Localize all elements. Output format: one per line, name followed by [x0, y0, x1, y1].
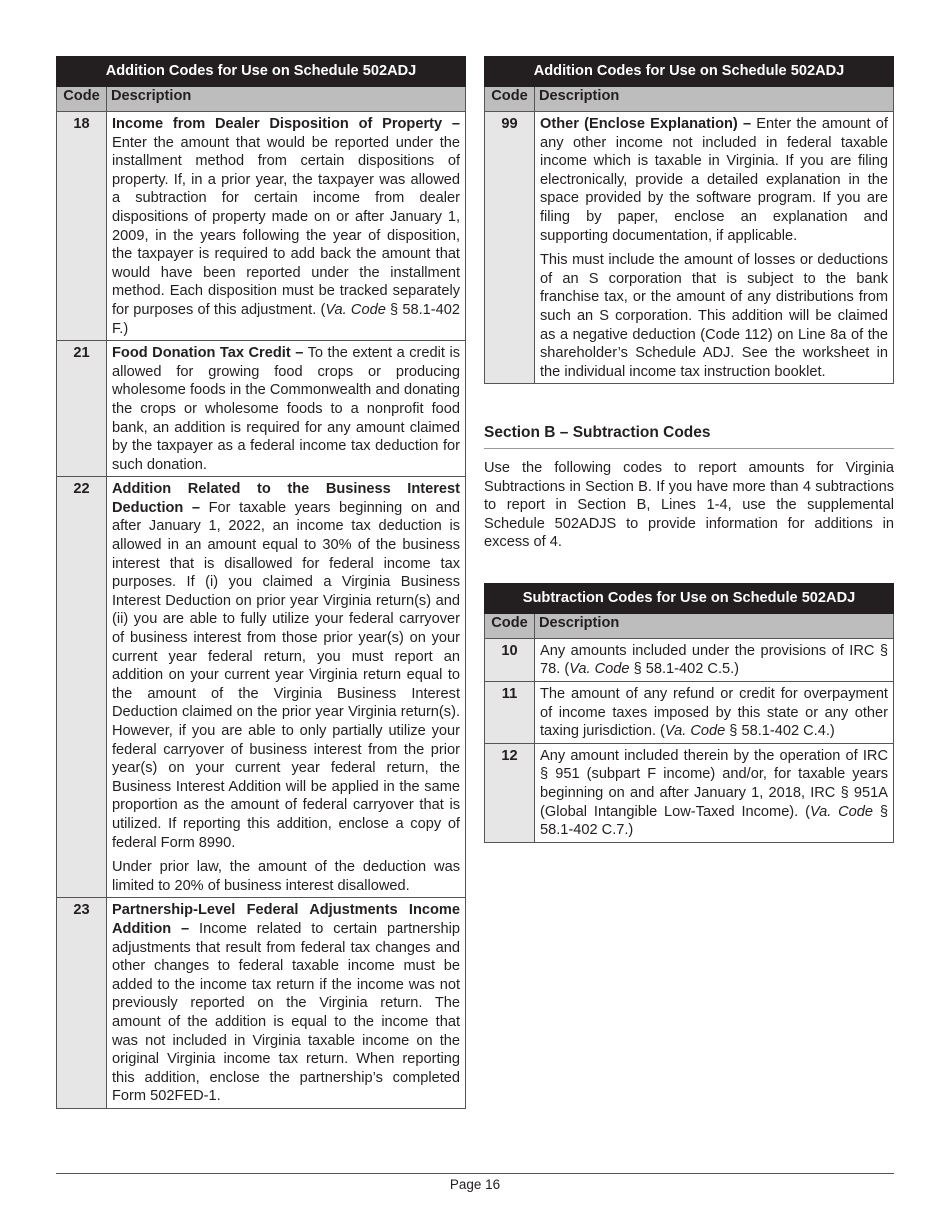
row-body: For taxable years beginning on and after January 1, 2022, an income tax deduction is allowed in an amount equal to 30% of the business interest that is disallowed for federal income tax purposes. If (i) you claimed a Virginia Business Interest Deduction on prior year Virginia return(s) and (ii) you are able to fully utilize your federal carryover of business interest from those prior year(s) on your current year federal return, you must report an addition on your current year Virginia return equal to the amount of the Virginia Business Interest Deduction claimed on the prior year Virginia return(s). However, if you are able to only partially utilize your federal carryover of business interest from the prior year(s) on your current year federal return, the Business Interest Addition will be applied in the same proportion as the amount of federal carryover that is utilized. If reporting this addition, enclose a copy of federal Form 8990. — [112, 499, 460, 851]
citation-ref: § 58.1-402 C.4.) — [725, 723, 835, 740]
table-row — [485, 682, 894, 744]
column-header-code: Code — [485, 613, 535, 638]
section-paragraph: Use the following codes to report amounts for Virginia Subtractions in Section B. If you have more than 4 subtractions to report in Section B, Lines 1-4, use the supplemental Schedule 502ADJS to provide information for additions in excess of 4. — [484, 459, 894, 551]
table-row — [57, 341, 466, 477]
code-cell: 99 — [485, 112, 535, 384]
row-body: Income related to certain partnership adjustments that result from federal tax changes and other changes to federal taxable income must be added to the income tax return if the income was not previously reported on the Virginia return. The amount of the addition is equal to the income that was not included in Virginia taxable income on the original Virginia income tax return. When reporting this addition, enclose the partnership’s completed Form 502FED-1. — [112, 920, 460, 1105]
table-title: Addition Codes for Use on Schedule 502ADJ — [57, 57, 466, 87]
citation: Va. Code — [325, 301, 386, 318]
table-row — [485, 112, 894, 384]
description-cell — [535, 638, 894, 681]
table-row — [57, 898, 466, 1109]
row-body-2: This must include the amount of losses or deductions of an S corporation that is subject to the bank franchise tax, or the amount of any distributions from such an S corporation. This addition will be claimed as a negative deduction (Code 112) on Line 8a of the shareholder’s Schedule ADJ. See the worksheet in the individual income tax instruction booklet. — [540, 252, 888, 380]
description-cell — [535, 112, 894, 384]
description-cell — [107, 341, 466, 477]
addition-codes-table — [56, 56, 466, 1109]
code-cell: 23 — [57, 898, 107, 1109]
description-cell — [107, 898, 466, 1109]
right-column — [484, 56, 894, 843]
row-body-2: Under prior law, the amount of the deduction was limited to 20% of business interest disallowed. — [112, 859, 460, 894]
row-body: Enter the amount of any other income not included in federal taxable income which is taxable in Virginia. If you are filing electronically, provide a detailed explanation in the space provided by the software program. If you are filing by paper, enclose an explanation and supporting documentation, if applicable. — [540, 116, 888, 244]
column-header-code: Code — [485, 87, 535, 112]
code-cell: 22 — [57, 477, 107, 898]
citation: Va. Code — [569, 661, 630, 678]
column-header-code: Code — [57, 87, 107, 112]
subtraction-codes-table — [484, 583, 894, 843]
code-cell: 12 — [485, 743, 535, 842]
section-heading: Section B – Subtraction Codes — [484, 424, 894, 449]
table-row — [57, 477, 466, 898]
code-cell: 21 — [57, 341, 107, 477]
left-column — [56, 56, 466, 1109]
description-cell — [535, 682, 894, 744]
row-body: To the extent a credit is allowed for growing food crops or producing wholesome foods in the Commonwealth and donating the crops or wholesome foods to a nonprofit food bank, an addition is required for any amount claimed by the taxpayer as a federal income tax deduction for such donation. — [112, 345, 460, 473]
addition-codes-table-continued — [484, 56, 894, 384]
description-cell — [107, 477, 466, 898]
row-body: Any amount included therein by the operation of IRC § 951 (subpart F income) and/or, for taxable years beginning on and after January 1, 2018, IRC § 951A (Global Intangible Low-Taxed Income). ( — [540, 747, 888, 820]
row-body: Enter the amount that would be reported under the installment method from certain dispositions of property. If, in a prior year, the taxpayer was allowed a subtraction for certain income from dealer dispositions of property made on or after January 1, 2009, in the years following the year of disposition, the taxpayer is required to add back the amount that would have been reported under the installment method. Each disposition must be tracked separately for purposes of this adjustment. ( — [112, 134, 460, 318]
row-title: Addition Related to the Business Interest Deduction – — [112, 481, 460, 516]
code-cell: 10 — [485, 638, 535, 681]
code-cell: 11 — [485, 682, 535, 744]
row-title: Other (Enclose Explanation) – — [540, 116, 752, 132]
footer-divider — [56, 1173, 894, 1174]
column-header-description: Description — [535, 87, 894, 112]
citation-ref: § 58.1-402 C.7.) — [540, 803, 889, 839]
table-row — [57, 112, 466, 341]
citation: Va. Code — [664, 723, 726, 740]
row-title: Income from Dealer Disposition of Property – — [112, 116, 460, 132]
row-body: The amount of any refund or credit for overpayment of income taxes imposed by this state or any other taxing jurisdiction. ( — [540, 686, 888, 740]
table-row — [485, 638, 894, 681]
table-title: Addition Codes for Use on Schedule 502ADJ — [485, 57, 894, 87]
citation-ref: § 58.1-402 F.) — [112, 301, 460, 337]
page-number: Page 16 — [449, 1177, 501, 1192]
citation: Va. Code — [809, 803, 874, 820]
code-cell: 18 — [57, 112, 107, 341]
description-cell — [535, 743, 894, 842]
column-header-description: Description — [107, 87, 466, 112]
citation-ref: § 58.1-402 C.5.) — [629, 661, 740, 678]
table-row — [485, 743, 894, 842]
table-title: Subtraction Codes for Use on Schedule 502ADJ — [485, 583, 894, 613]
row-title: Food Donation Tax Credit – — [112, 345, 304, 362]
row-body: Any amounts included under the provisions of IRC § 78. ( — [540, 642, 888, 678]
description-cell — [107, 112, 466, 341]
row-title: Partnership-Level Federal Adjustments Income Addition – — [112, 902, 460, 937]
column-header-description: Description — [535, 613, 894, 638]
